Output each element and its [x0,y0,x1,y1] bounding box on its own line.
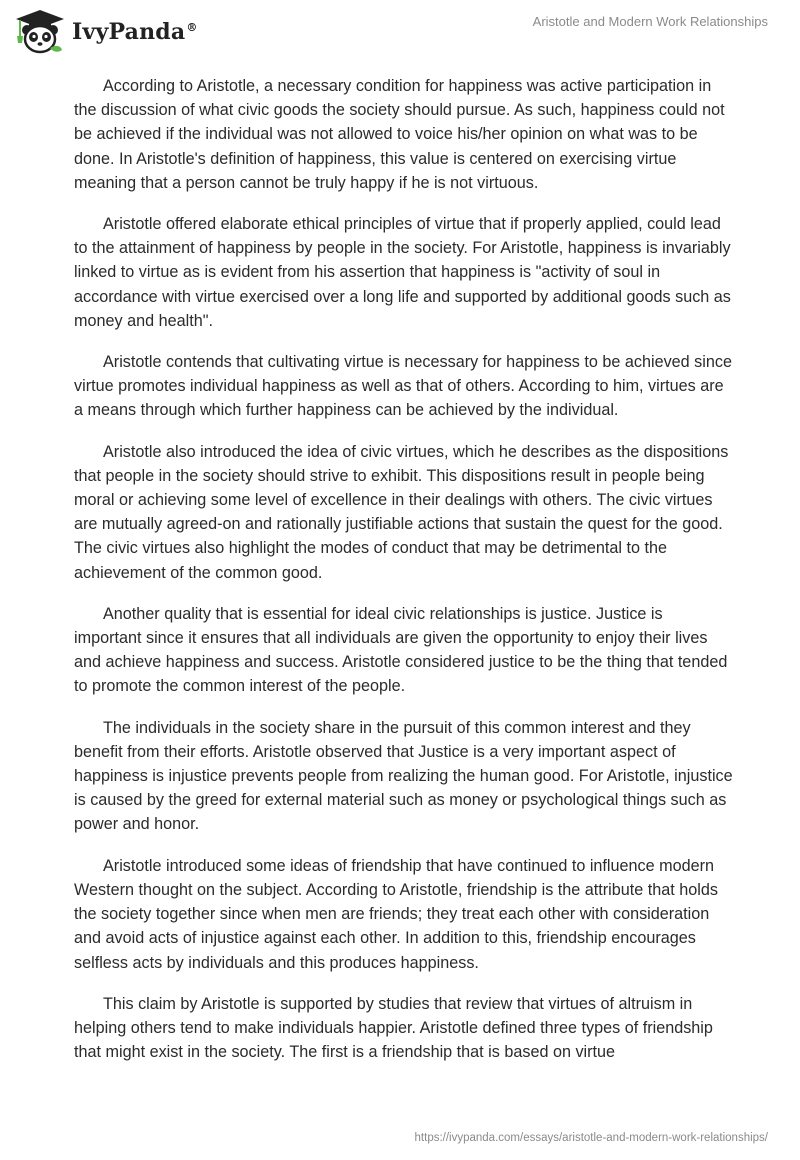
essay-paragraph: Aristotle contends that cultivating virtue is necessary for happiness to be achieved since virtue promotes individual happiness as well as that of others. According to him, virtues are a means through which further happiness can be achieved by the individual. [74,353,732,420]
essay-paragraph: Aristotle offered elaborate ethical principles of virtue that if properly applied, could lead to the attainment of happiness by people in the society. For Aristotle, happiness is invariably linked to virtue as is evident from his assertion that happiness is "activity of soul in accordance with virtue exercised over a long life and supported by additional goods such as money and health". [74,215,731,330]
essay-paragraph: Aristotle also introduced the idea of civic virtues, which he describes as the dispositions that people in the society should strive to exhibit. This dispositions result in people being moral or achieving some level of excellence in their dealings with others. The civic virtues are mutually agreed-on and rationally justifiable actions that sustain the quest for the good. The civic virtues also highlight the modes of conduct that may be detrimental to the achievement of the common good. [74,442,729,582]
essay-body [74,74,734,1081]
document-title: Aristotle and Modern Work Relationships [532,14,768,29]
brand-name [72,19,198,45]
essay-paragraph: The individuals in the society share in the pursuit of this common interest and they benefit from their efforts. Aristotle observed that Justice is a very important aspect of happiness is injustice prevents people from realizing the human good. For Aristotle, injustice is caused by the greed for external material such as money or psychological things such as power and honor. [74,718,733,834]
page-header [0,0,800,60]
ivypanda-logo[interactable] [14,8,198,54]
essay-paragraph: According to Aristotle, a necessary condition for happiness was active participation in the discussion of what civic goods the society should pursue. As such, happiness could not be achieved if the individual was not allowed to voice his/her opinion on what was to be done. In Aristotle's definition of happiness, this value is centered on exercising virtue meaning that a person cannot be truly happy if he is not virtuous. [74,77,725,192]
registered-mark: ® [186,20,198,34]
brand-name-text: IvyPanda [72,19,186,45]
essay-paragraph: Aristotle introduced some ideas of friendship that have continued to influence modern Western thought on the subject. According to Aristotle, friendship is the attribute that holds the society together since when men are friends; they treat each other with consideration and avoid acts of injustice against each other. In addition to this, friendship encourages selfless acts by individuals and this produces happiness. [74,856,718,972]
essay-paragraph: Another quality that is essential for ideal civic relationships is justice. Justice is important since it ensures that all individuals are given the opportunity to enjoy their lives and achieve happiness and success. Aristotle considered justice to be the thing that tended to promote the common interest of the people. [74,604,728,696]
essay-paragraph: This claim by Aristotle is supported by studies that review that virtues of altruism in helping others tend to make individuals happier. Aristotle defined three types of friendship that might exist in the society. The first is a friendship that is based on virtue [74,994,713,1062]
source-url[interactable]: https://ivypanda.com/essays/aristotle-and-modern-work-relationships/ [414,1132,768,1144]
panda-graduation-cap-icon [14,8,66,54]
